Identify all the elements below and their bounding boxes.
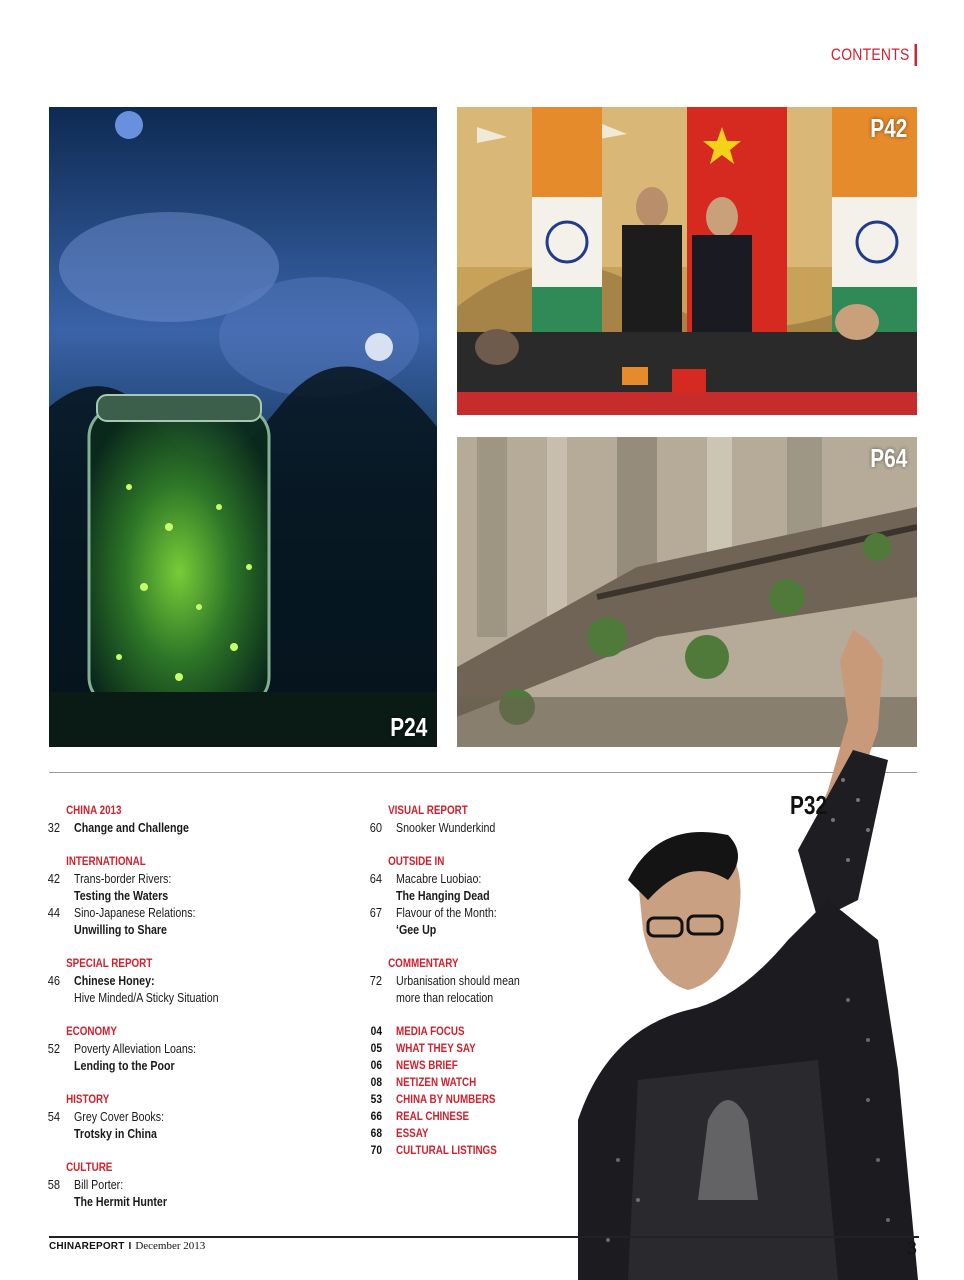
toc-entry-page-number: 60 [369,820,382,835]
toc-entry[interactable] [30,1108,350,1142]
toc-entry-title-line: more than relocation [396,990,494,1005]
toc-entry-title-line: Testing the Waters [74,888,169,903]
toc-entry-page-number: 58 [47,1177,60,1192]
toc-entry[interactable] [30,1176,350,1210]
toc-section-heading: VISUAL REPORT [388,803,468,817]
toc-entry-page-number: 32 [47,820,60,835]
regular-feature-item[interactable] [352,1040,592,1057]
toc-section-heading: COMMENTARY [388,956,459,970]
regular-feature-item[interactable] [352,1142,592,1159]
regular-feature-page-number: 68 [370,1126,382,1140]
toc-entry-title-line: Urbanisation should mean [396,973,520,988]
toc-right-column [352,802,592,1159]
toc-section-heading: OUTSIDE IN [388,854,445,868]
regular-feature-item[interactable] [352,1125,592,1142]
regular-feature-page-number: 06 [370,1058,382,1072]
signing-page-label: P42 [869,113,907,143]
toc-entry-title-line: Hive Minded/A Sticky Situation [74,990,219,1005]
toc-entry-page-number: 67 [369,905,382,920]
fireflies-page-label: P24 [389,712,427,742]
footer-separator: I [128,1241,132,1252]
cliff-page-label: P64 [869,443,907,473]
regular-feature-item[interactable] [352,1108,592,1125]
toc-entry-title-line: Poverty Alleviation Loans: [74,1041,197,1056]
magazine-brand: CHINAREPORT [49,1241,125,1252]
issue-date: December 2013 [135,1240,206,1252]
regular-feature-page-number: 70 [370,1143,382,1157]
toc-entry-page-number: 52 [47,1041,60,1056]
toc-section-heading: ECONOMY [66,1024,117,1038]
toc-left-column [30,802,350,1227]
toc-entry-page-number: 54 [47,1109,60,1124]
fireflies-jar-photo [49,107,437,747]
signing-ceremony-image [457,107,917,415]
toc-entry[interactable] [352,870,592,904]
toc-section [352,802,592,836]
toc-section [30,955,350,1006]
signing-ceremony-photo [457,107,917,415]
toc-entry-title-line: Snooker Wunderkind [396,820,496,835]
regular-feature-title: CHINA BY NUMBERS [396,1092,496,1106]
footer-rule [49,1236,919,1238]
toc-entry[interactable] [352,972,592,1006]
singer-page-label: P32 [790,790,828,820]
toc-entry-title-line: Unwilling to Share [74,922,167,937]
regular-feature-item[interactable] [352,1023,592,1040]
regular-feature-page-number: 66 [370,1109,382,1123]
toc-entry-title-line: The Hanging Dead [396,888,490,903]
regular-feature-page-number: 05 [370,1041,382,1055]
toc-entry[interactable] [30,972,350,1006]
toc-entry[interactable] [30,870,350,904]
toc-entry-title-line: Lending to the Poor [74,1058,175,1073]
toc-entry[interactable] [352,819,592,836]
toc-entry-title-line: Bill Porter: [74,1177,124,1192]
toc-section-heading: CHINA 2013 [66,803,122,817]
page-number: 3 [907,1238,917,1259]
regular-feature-page-number: 04 [370,1024,382,1038]
toc-section [30,1023,350,1074]
toc-entry[interactable] [352,904,592,938]
toc-entry-title-line: Chinese Honey: [74,973,155,988]
singer-image [578,600,964,1280]
toc-section [30,1159,350,1210]
toc-entry[interactable] [30,1040,350,1074]
regular-feature-title: NETIZEN WATCH [396,1075,477,1089]
toc-section [352,955,592,1006]
toc-entry-page-number: 64 [369,871,382,886]
singer-photo [578,600,964,1280]
regular-features-list [352,1023,592,1159]
toc-entry-page-number: 72 [369,973,382,988]
toc-section [30,853,350,938]
regular-feature-page-number: 53 [370,1092,382,1106]
regular-feature-title: ESSAY [396,1126,429,1140]
toc-section-heading: HISTORY [66,1092,110,1106]
toc-section [30,1091,350,1142]
regular-feature-title: MEDIA FOCUS [396,1024,465,1038]
regular-feature-item[interactable] [352,1057,592,1074]
toc-entry-title-line: Trans-border Rivers: [74,871,172,886]
toc-entry-title-line: Trotsky in China [74,1126,157,1141]
toc-entry-title-line: Change and Challenge [74,820,189,835]
regular-feature-title: WHAT THEY SAY [396,1041,476,1055]
toc-section [352,853,592,938]
fireflies-jar-image [49,107,437,747]
regular-feature-item[interactable] [352,1091,592,1108]
toc-entry-title-line: The Hermit Hunter [74,1194,167,1209]
toc-entry-page-number: 42 [47,871,60,886]
toc-section-heading: SPECIAL REPORT [66,956,153,970]
toc-entry-title-line: ‘Gee Up [396,922,437,937]
toc-section [30,802,350,836]
regular-feature-page-number: 08 [370,1075,382,1089]
toc-entry[interactable] [30,904,350,938]
toc-entry[interactable] [30,819,350,836]
toc-section-heading: CULTURE [66,1160,113,1174]
footer [49,1240,205,1252]
toc-entry-title-line: Grey Cover Books: [74,1109,165,1124]
toc-entry-title-line: Macabre Luobiao: [396,871,482,886]
regular-feature-item[interactable] [352,1074,592,1091]
contents-section-tag: CONTENTS [831,44,917,66]
regular-feature-title: CULTURAL LISTINGS [396,1143,497,1157]
toc-entry-page-number: 46 [47,973,60,988]
toc-entry-title-line: Sino-Japanese Relations: [74,905,196,920]
regular-feature-title: NEWS BRIEF [396,1058,458,1072]
toc-section-heading: INTERNATIONAL [66,854,146,868]
toc-entry-page-number: 44 [47,905,60,920]
toc-entry-title-line: Flavour of the Month: [396,905,497,920]
regular-feature-title: REAL CHINESE [396,1109,470,1123]
